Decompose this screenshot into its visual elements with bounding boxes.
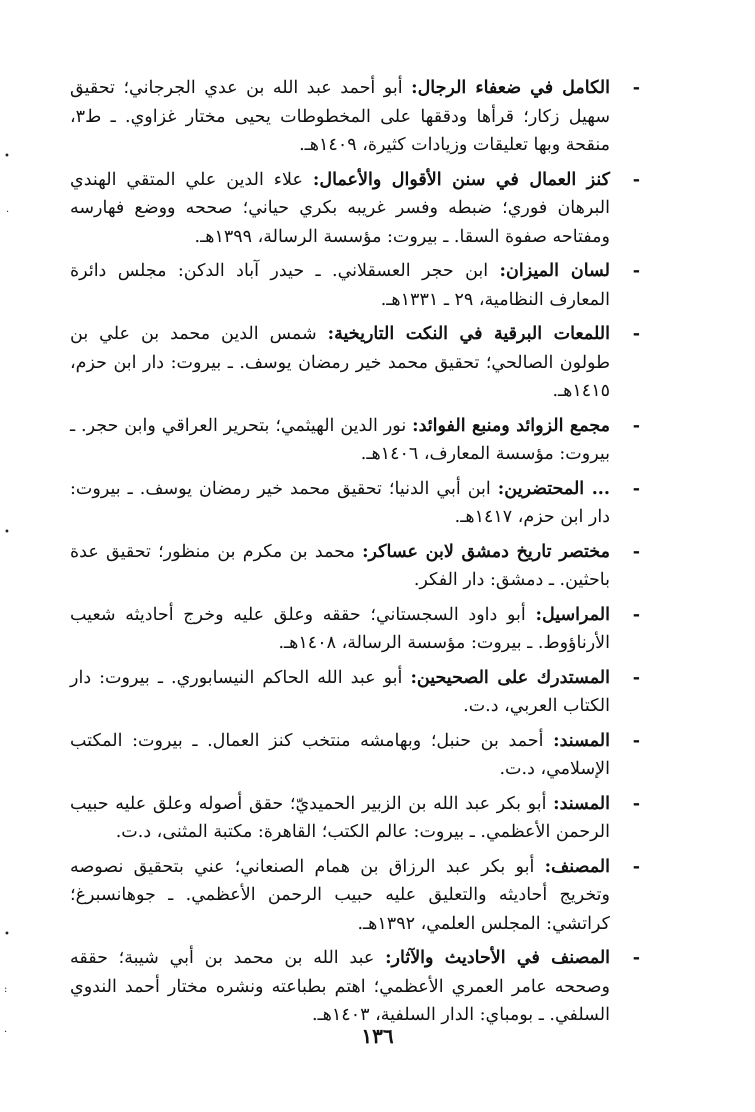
entry-dash: - [632,667,640,688]
entry-dash: - [632,78,640,98]
entry-text: أبو عبد الله الحاكم النيسابوري. ـ بيروت: دار الكتاب العربي، د.ت. [70,667,610,716]
entry-title: مختصر تاريخ دمشق لابن عساكر: [362,541,610,562]
bibliography-entry [70,412,640,469]
bibliography-entry [70,853,640,939]
entry-title: كنز العمال في سنن الأقوال والأعمال: [312,169,610,190]
bibliography-entry [70,664,640,721]
margin-mark: • [4,527,10,538]
bibliography-entry [70,166,640,252]
entry-text: أبو بكر عبد الرزاق بن همام الصنعاني؛ عني بتحقيق نصوصه وتخريج أحاديثه والتعليق عليه حبيب الرحمن الأعظمي. ـ جوهانسبرغ؛ كراتشي: المجلس العلمي، ١٣٩٢هـ. [70,856,610,934]
entry-title: المصنف: [544,856,610,877]
bibliography-entry [70,944,640,1030]
bibliography-list [70,74,640,1036]
bibliography-entry [70,538,640,595]
entry-dash: - [632,793,640,814]
entry-text: محمد بن مكرم بن منظور؛ تحقيق عدة باحثين. ـ دمشق: دار الفكر. [70,541,610,590]
entry-text: علاء الدين علي المتقي الهندي البرهان فوري؛ ضبطه وفسر غريبه بكري حياني؛ صححه ووضع فهارسه ومفتاحه صفوة السقا. ـ بيروت: مؤسسة الرسالة، ١٣٩٩هـ. [70,169,610,247]
bibliography-entry [70,790,640,847]
entry-title: اللمعات البرقية في النكت التاريخية: [327,324,610,344]
bibliography-entry [70,727,640,784]
margin-mark: · [6,207,10,218]
margin-mark: • [4,151,10,162]
entry-dash: - [632,604,640,625]
entry-title: ... المحتضرين: [497,478,610,499]
bibliography-entry [70,74,640,160]
entry-dash: - [632,169,640,190]
entry-title: المستدرك على الصحيحين: [410,667,611,688]
entry-dash: - [632,541,640,562]
bibliography-entry [70,320,640,406]
bibliography-entry [70,475,640,532]
entry-text: شمس الدين محمد بن علي بن طولون الصالحي؛ تحقيق محمد خير رمضان يوسف. ـ بيروت: دار ابن حزم، ١٤١٥هـ. [70,324,610,401]
entry-title: المصنف في الأحاديث والآثار: [385,948,611,968]
entry-text: نور الدين الهيثمي؛ بتحرير العراقي وابن حجر. ـ بيروت: مؤسسة المعارف، ١٤٠٦هـ. [70,415,610,464]
entry-text: ابن حجر العسقلاني. ـ حيدر آباد الدكن: مجلس دائرة المعارف النظامية، ٢٩ ـ ١٣٣١هـ. [70,261,610,310]
entry-dash: - [632,261,640,281]
entry-dash: - [632,324,640,344]
margin-mark: · [4,1027,8,1038]
entry-text: أبو داود السجستاني؛ حققه وعلق عليه وخرج أحاديثه شعيب الأرناؤوط. ـ بيروت: مؤسسة الرسالة، ١٤٠٨هـ. [70,604,610,653]
entry-title: المراسيل: [535,604,610,625]
entry-text: عبد الله بن محمد بن أبي شيبة؛ حققه وصححه عامر العمري الأعظمي؛ اهتم بطباعته ونشره مختار أحمد الندوي السلفي. ـ بومباي: الدار السلفية، ١٤٠٣هـ. [70,948,610,1025]
entry-text: أبو بكر عبد الله بن الزبير الحميديّ؛ حقق أصوله وعلق عليه حبيب الرحمن الأعظمي. ـ بيروت: عالم الكتب؛ القاهرة: مكتبة المثنى، د.ت. [70,793,610,842]
entry-dash: - [632,478,640,499]
margin-mark: • [4,929,10,940]
entry-dash: - [632,856,640,877]
page-number: ١٣٦ [361,1024,394,1048]
bibliography-entry [70,257,640,314]
margin-mark: : [4,984,8,995]
entry-title: المسند: [553,793,610,814]
entry-title: لسان الميزان: [499,261,610,281]
entry-dash: - [632,730,640,751]
entry-title: مجمع الزوائد ومنبع الفوائد: [412,415,610,436]
entry-dash: - [632,948,640,968]
entry-title: الكامل في ضعفاء الرجال: [411,78,610,98]
entry-text: أبو أحمد عبد الله بن عدي الجرجاني؛ تحقيق سهيل زكار؛ قرأها ودققها على المخطوطات يحيى مختار غزاوي. ـ ط٣، منقحة وبها تعليقات وزيادات كثيرة، ١٤٠٩هـ. [70,78,610,155]
entry-text: أحمد بن حنبل؛ وبهامشه منتخب كنز العمال. ـ بيروت: المكتب الإسلامي، د.ت. [70,730,610,779]
bibliography-entry [70,601,640,658]
entry-text: ابن أبي الدنيا؛ تحقيق محمد خير رمضان يوسف. ـ بيروت: دار ابن حزم، ١٤١٧هـ. [70,478,610,527]
entry-dash: - [632,415,640,436]
entry-title: المسند: [553,730,610,751]
